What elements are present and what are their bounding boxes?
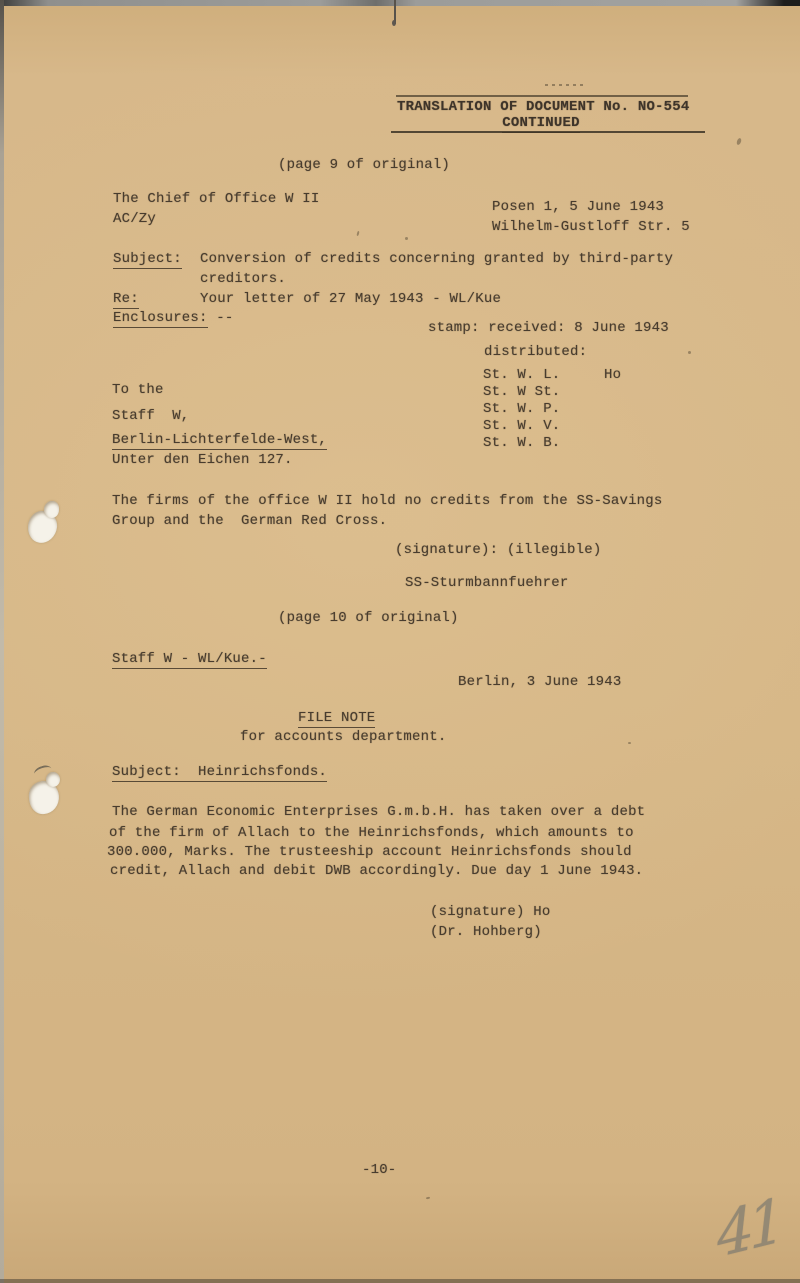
page10-body-line2: of the firm of Allach to the Heinrichsfonds, which amounts to: [109, 825, 634, 841]
file-note-title: FILE NOTE: [298, 710, 376, 726]
scan-top-edge: [0, 0, 800, 6]
page-number: -10-: [362, 1162, 397, 1178]
header-rule-bottom: [391, 131, 705, 133]
page9-marker: (page 9 of original): [278, 157, 451, 173]
page10-subject: Subject: Heinrichsfonds.: [112, 764, 328, 780]
enclosures-value: --: [207, 310, 234, 326]
handwritten-number: 41: [714, 1185, 782, 1273]
ink-speck: [426, 1197, 430, 1200]
stamp-initials: Ho: [604, 367, 622, 383]
stamp-dist-item: St. W. B.: [483, 435, 561, 451]
recipient-line2: Staff W,: [112, 408, 190, 424]
ink-speck: [356, 231, 359, 236]
stamp-dist-item: St. W. L.: [483, 367, 561, 383]
page10-body-line3: 300.000, Marks. The trusteeship account Heinrichsfonds should: [107, 844, 632, 860]
header-rule-top: [396, 95, 688, 97]
page10-body-line1: The German Economic Enterprises G.m.b.H. has taken over a debt: [112, 804, 646, 820]
sender-reference: AC/Zy: [113, 211, 157, 227]
stamp-received-line: stamp: received: 8 June 1943: [428, 320, 669, 336]
punch-hole-top-lobe: [44, 501, 59, 518]
document-header-subtitle: CONTINUED: [502, 115, 580, 131]
sender-address: Wilhelm-Gustloff Str. 5: [492, 219, 690, 235]
re-label: Re:: [113, 291, 139, 307]
page9-signature: (signature): (illegible): [395, 542, 602, 558]
file-note-subtitle: for accounts department.: [240, 729, 447, 745]
page10-signer-name: (Dr. Hohberg): [430, 924, 542, 940]
place-date-page9: Posen 1, 5 June 1943: [492, 199, 665, 215]
sender-title: The Chief of Office W II: [113, 191, 320, 207]
stamp-distributed-label: distributed:: [484, 344, 588, 360]
stamp-dist-item: St. W. V.: [483, 418, 561, 434]
place-date-page10: Berlin, 3 June 1943: [458, 674, 622, 690]
enclosures-row: [113, 310, 233, 326]
fold-mark-dot: [392, 20, 396, 26]
ink-speck: [736, 138, 742, 146]
page10-signature: (signature) Ho: [430, 904, 551, 920]
ink-speck: [688, 351, 691, 354]
recipient-street: Unter den Eichen 127.: [112, 452, 293, 468]
recipient-city: Berlin-Lichterfelde-West,: [112, 432, 328, 448]
page9-signer-rank: SS-Sturmbannfuehrer: [405, 575, 569, 591]
page10-body-line4: credit, Allach and debit DWB accordingly. Due day 1 June 1943.: [110, 863, 644, 879]
ink-speck: [628, 742, 631, 744]
document-header-title: TRANSLATION OF DOCUMENT No. NO-554: [397, 99, 690, 115]
re-text: Your letter of 27 May 1943 - WL/Kue: [200, 291, 502, 307]
page9-body-line1: The firms of the office W II hold no credits from the SS-Savings: [112, 493, 663, 509]
page10-ref-line: Staff W - WL/Kue.-: [112, 651, 267, 667]
stamp-dist-item: St. W St.: [483, 384, 561, 400]
page10-marker: (page 10 of original): [278, 610, 459, 626]
scan-bottom-edge: [0, 1279, 800, 1283]
scan-left-edge: [0, 0, 4, 1283]
stamp-dist-item: St. W. P.: [483, 401, 561, 417]
subject-label: Subject:: [113, 251, 182, 267]
subject-text-line2: creditors.: [200, 271, 287, 287]
page9-body-line2: Group and the German Red Cross.: [112, 513, 388, 529]
enclosures-label: Enclosures:: [113, 310, 208, 326]
recipient-line1: To the: [112, 382, 164, 398]
scan-speck-row: [545, 84, 585, 86]
subject-text-line1: Conversion of credits concerning granted by third-party: [200, 251, 674, 267]
ink-speck: [405, 237, 408, 240]
